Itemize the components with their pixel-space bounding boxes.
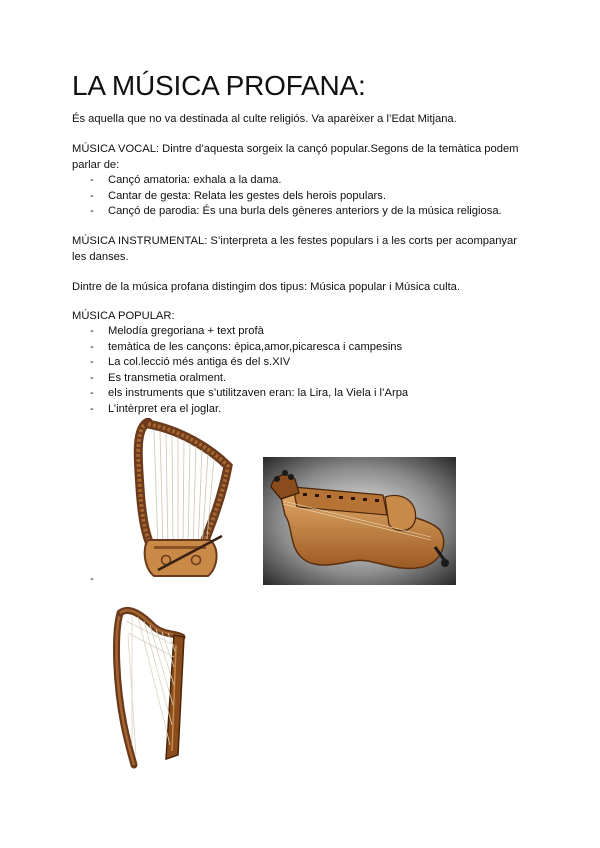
lyre-illustration bbox=[110, 418, 235, 580]
dash-bullet: - bbox=[90, 371, 94, 384]
harp-image bbox=[110, 605, 190, 770]
list-item: - La col.lecció més antiga és del s.XIV bbox=[72, 355, 532, 371]
dash-bullet: - bbox=[90, 174, 94, 186]
instrumental-paragraph: MÚSICA INSTRUMENTAL: S’interpreta a les festes populars i a les corts per acompanyar les danses. bbox=[72, 235, 517, 263]
hurdy-gurdy-illustration bbox=[263, 457, 456, 585]
dash-bullet: - bbox=[90, 402, 94, 415]
list-item: - Es transmetia oralment. bbox=[72, 371, 532, 387]
hurdy-gurdy-image bbox=[263, 457, 456, 585]
popular-list bbox=[72, 324, 532, 417]
list-item: - Melodía gregoriana + text profà bbox=[72, 324, 532, 340]
dash-bullet: - bbox=[90, 387, 94, 399]
dash-bullet: - bbox=[90, 340, 94, 353]
dash-bullet: - bbox=[90, 356, 94, 368]
list-item: - Cantar de gesta: Relata les gestes dels herois populars. bbox=[72, 189, 532, 205]
list-item: - Cançó de parodia: És una burla dels gèneres anteriors y de la música religiosa. bbox=[72, 204, 532, 220]
list-item: - els instruments que s’utilitzaven eran: la Lira, la Viela i l’Arpa bbox=[72, 386, 532, 402]
lyre-image bbox=[110, 418, 235, 580]
dash-bullet: - bbox=[90, 205, 94, 217]
vocal-paragraph: MÚSICA VOCAL: Dintre d’aquesta sorgeix la cançó popular.Segons de la temàtica podem parlar de: bbox=[72, 143, 519, 171]
types-paragraph: Dintre de la música profana distingim dos tipus: Música popular i Música culta. bbox=[72, 281, 461, 293]
vocal-list bbox=[72, 173, 532, 220]
popular-heading: MÚSICA POPULAR: bbox=[72, 310, 175, 322]
list-item: - L’intèrpret era el joglar. bbox=[72, 402, 532, 418]
page-title: LA MÚSICA PROFANA: bbox=[72, 70, 366, 101]
dash-bullet: - bbox=[90, 189, 94, 202]
dash-bullet: - bbox=[90, 573, 94, 585]
intro-paragraph: És aquella que no va destinada al culte religiós. Va aparèixer a l’Edat Mitjana. bbox=[72, 113, 457, 125]
harp-illustration bbox=[110, 605, 190, 770]
list-item: - temàtica de les cançons: èpica,amor,picaresca i campesins bbox=[72, 340, 532, 356]
list-item: - Cançó amatoria: exhala a la dama. bbox=[72, 173, 532, 189]
dash-bullet: - bbox=[90, 325, 94, 337]
